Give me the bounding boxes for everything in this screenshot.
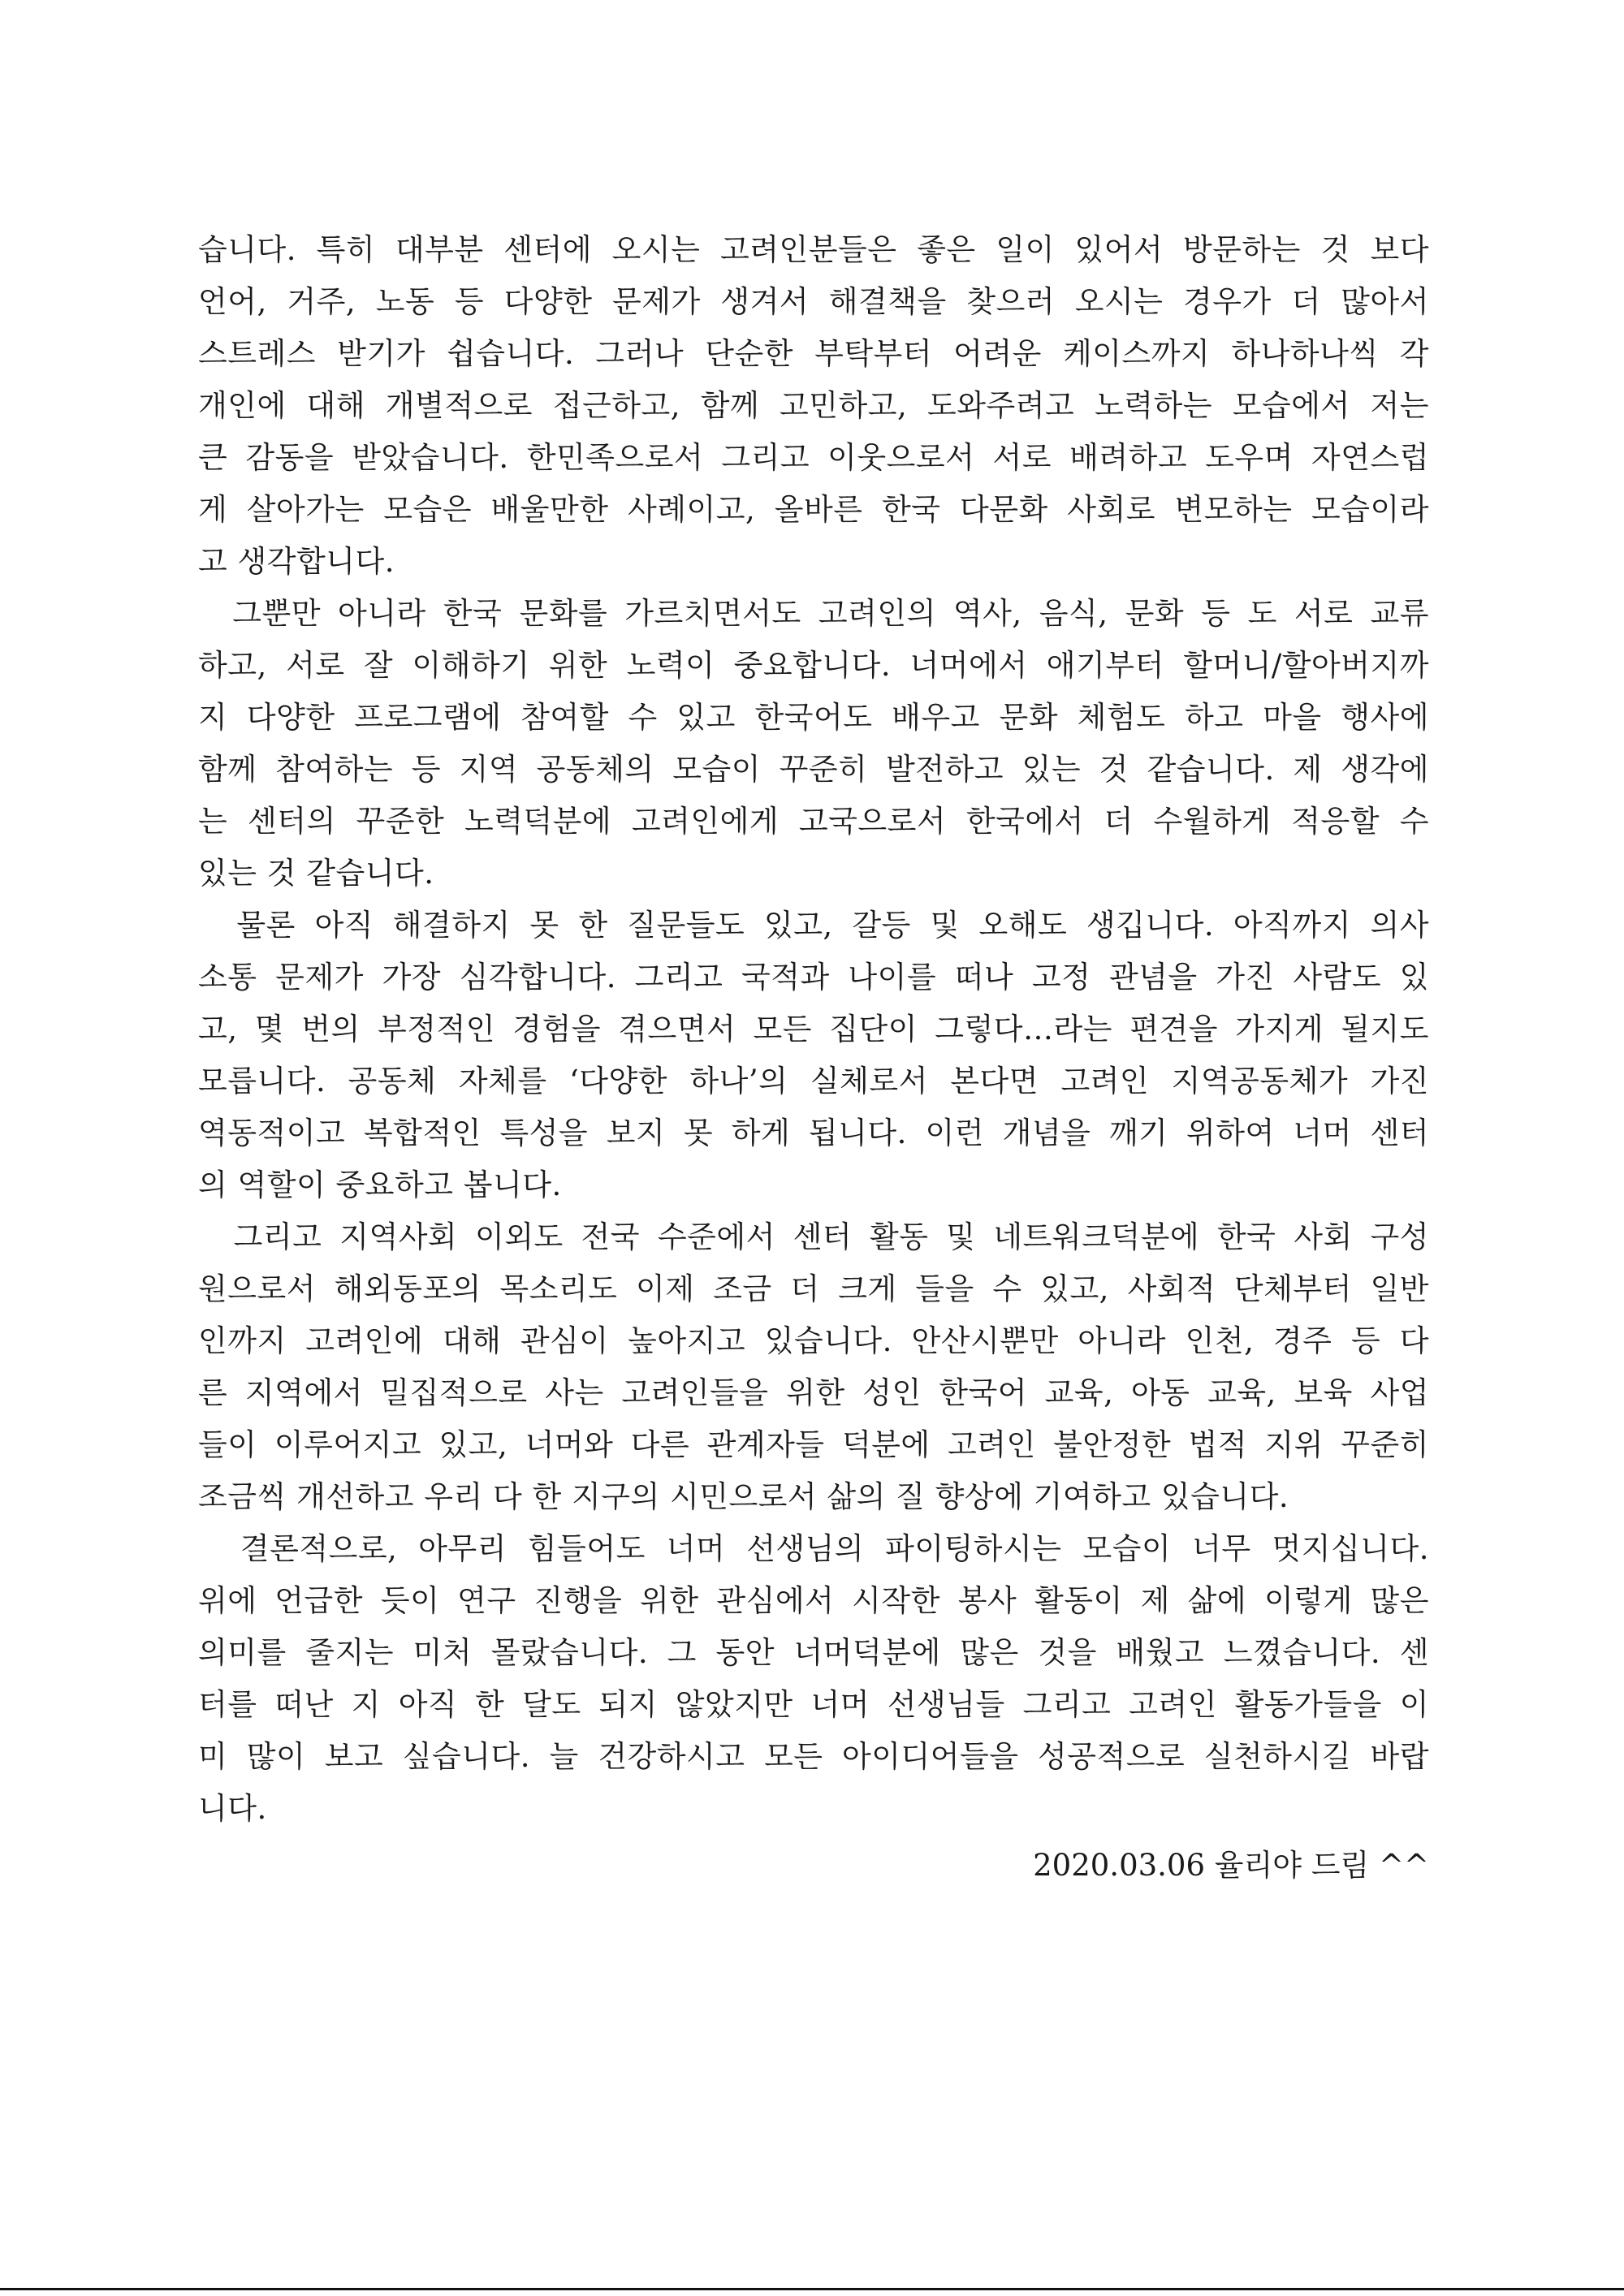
text-line: 고 생각합니다. [198, 544, 395, 579]
signature-line: 2020.03.06 율리야 드림 ^^ [1033, 1848, 1429, 1883]
text-line: 역동적이고 복합적인 특성을 보지 못 하게 됩니다. 이런 개념을 깨기 위하여 너머 센터 [198, 1116, 1429, 1150]
text-line: 물론 아직 해결하지 못 한 질문들도 있고, 갈등 및 오해도 생깁니다. 아직까지 의사 [198, 908, 1429, 943]
text-line: 고, 몇 번의 부정적인 경험을 겪으면서 모든 집단이 그렇다…라는 편견을 가지게 될지도 [198, 1012, 1429, 1047]
text-line: 언어, 거주, 노동 등 다양한 문제가 생겨서 해결책을 찾으러 오시는 경우가 더 많아서 [198, 284, 1429, 319]
text-line: 니다. [198, 1791, 267, 1826]
text-line: 그뿐만 아니라 한국 문화를 가르치면서도 고려인의 역사, 음식, 문화 등 도 서로 교류 [198, 596, 1429, 631]
text-line: 원으로서 해외동포의 목소리도 이제 조금 더 크게 들을 수 있고, 사회적 단체부터 일반 [198, 1271, 1429, 1306]
text-line: 들이 이루어지고 있고, 너머와 다른 관계자들 덕분에 고려인 불안정한 법적 지위 꾸준히 [198, 1427, 1429, 1462]
text-line: 터를 떠난 지 아직 한 달도 되지 않았지만 너머 선생님들 그리고 고려인 활동가들을 이 [198, 1687, 1429, 1722]
text-line: 있는 것 같습니다. [198, 856, 434, 891]
text-line: 습니다. 특히 대부분 센터에 오시는 고려인분들은 좋은 일이 있어서 방문하는 것 보다 [198, 232, 1429, 267]
letter-body [198, 224, 1429, 1892]
text-line: 그리고 지역사회 이외도 전국 수준에서 센터 활동 및 네트워크덕분에 한국 사회 구성 [198, 1219, 1429, 1254]
page-bottom-rule [0, 2288, 1624, 2290]
text-line: 게 살아가는 모습은 배울만한 사례이고, 올바른 한국 다문화 사회로 변모하는 모습이라 [198, 492, 1429, 527]
text-line: 소통 문제가 가장 심각합니다. 그리고 국적과 나이를 떠나 고정 관념을 가진 사람도 있 [198, 960, 1429, 995]
text-line: 함께 참여하는 등 지역 공동체의 모습이 꾸준히 발전하고 있는 것 같습니다. 제 생각에 [198, 752, 1429, 787]
text-line: 의미를 줄지는 미처 몰랐습니다. 그 동안 너머덕분에 많은 것을 배웠고 느꼈습니다. 센 [198, 1635, 1429, 1670]
text-line: 른 지역에서 밀집적으로 사는 고려인들을 위한 성인 한국어 교육, 아동 교육, 보육 사업 [198, 1375, 1429, 1410]
text-line: 위에 언급한 듯이 연구 진행을 위한 관심에서 시작한 봉사 활동이 제 삶에 이렇게 많은 [198, 1583, 1429, 1618]
text-line: 하고, 서로 잘 이해하기 위한 노력이 중요합니다. 너머에서 애기부터 할머니/할아버지까 [198, 648, 1429, 683]
text-line: 큰 감동을 받았습니다. 한민족으로서 그리고 이웃으로서 서로 배려하고 도우며 자연스럽 [198, 440, 1429, 475]
text-line: 개인에 대해 개별적으로 접근하고, 함께 고민하고, 도와주려고 노력하는 모습에서 저는 [198, 388, 1429, 423]
text-line: 결론적으로, 아무리 힘들어도 너머 선생님의 파이팅하시는 모습이 너무 멋지십니다. [198, 1531, 1429, 1566]
text-line: 조금씩 개선하고 우리 다 한 지구의 시민으로서 삶의 질 향상에 기여하고 있습니다. [198, 1479, 1289, 1514]
text-line: 미 많이 보고 싶습니다. 늘 건강하시고 모든 아이디어들을 성공적으로 실천하시길 바랍 [198, 1739, 1429, 1774]
text-line: 는 센터의 꾸준한 노력덕분에 고려인에게 고국으로서 한국에서 더 수월하게 적응할 수 [198, 804, 1429, 839]
text-line: 모릅니다. 공동체 자체를 ‘다양한 하나’의 실체로서 본다면 고려인 지역공동체가 가진 [198, 1064, 1429, 1098]
text-line: 인까지 고려인에 대해 관심이 높아지고 있습니다. 안산시뿐만 아니라 인천, 경주 등 다 [198, 1323, 1429, 1358]
text-line: 지 다양한 프로그램에 참여할 수 있고 한국어도 배우고 문화 체험도 하고 마을 행사에 [198, 700, 1429, 735]
text-line: 의 역할이 중요하고 봅니다. [198, 1167, 562, 1202]
text-line: 스트레스 받기가 쉽습니다. 그러나 단순한 부탁부터 어려운 케이스까지 하나하나씩 각 [198, 336, 1429, 371]
